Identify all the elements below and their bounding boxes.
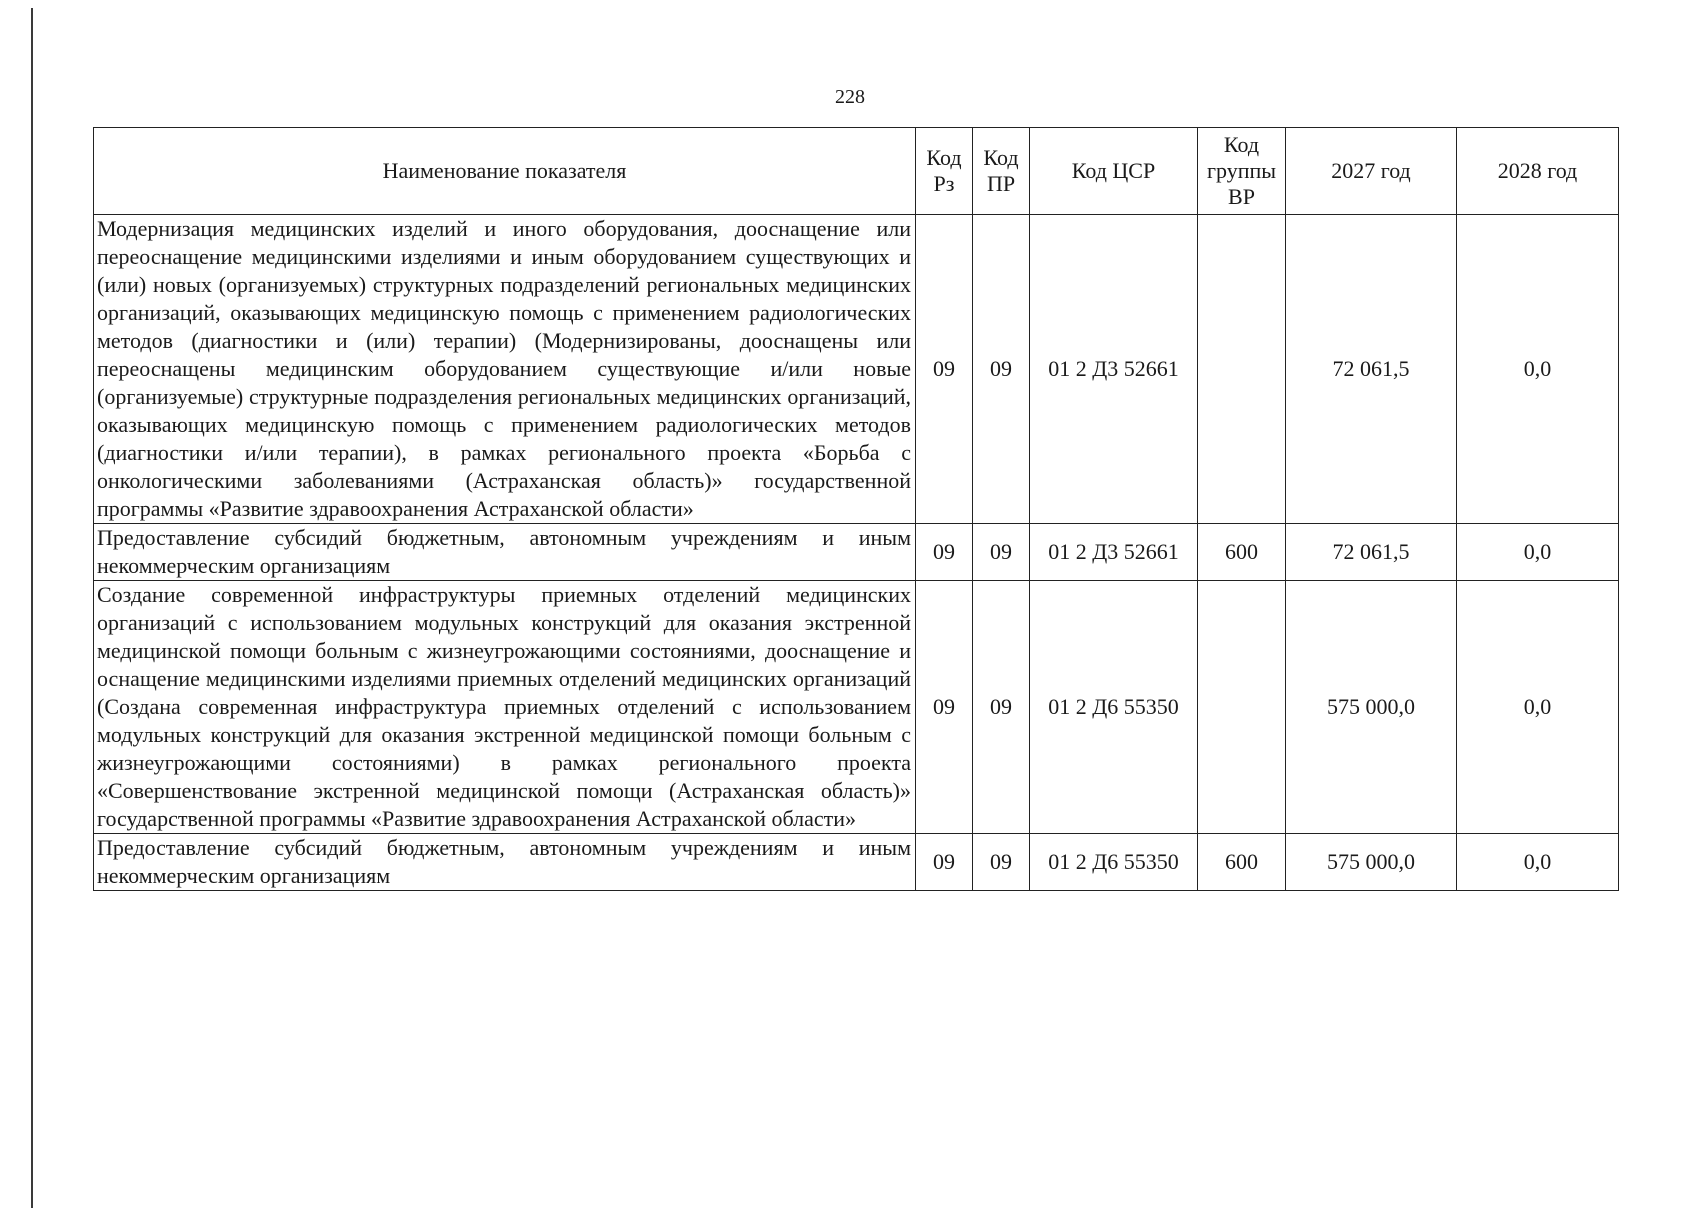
budget-table	[93, 127, 1619, 891]
header-rz: Код Рз	[916, 128, 973, 215]
row-vr: 600	[1198, 834, 1286, 891]
row-csr: 01 2 Д3 52661	[1030, 524, 1198, 581]
row-csr: 01 2 Д3 52661	[1030, 215, 1198, 524]
row-vr: 600	[1198, 524, 1286, 581]
header-2027: 2027 год	[1286, 128, 1457, 215]
header-name: Наименование показателя	[94, 128, 916, 215]
row-2028: 0,0	[1457, 215, 1619, 524]
row-2027: 575 000,0	[1286, 581, 1457, 834]
row-pr: 09	[973, 524, 1030, 581]
page-binding-line	[31, 8, 33, 1208]
header-vr: Код группы ВР	[1198, 128, 1286, 215]
header-pr: Код ПР	[973, 128, 1030, 215]
row-2027: 72 061,5	[1286, 215, 1457, 524]
row-2027: 575 000,0	[1286, 834, 1457, 891]
row-rz: 09	[916, 834, 973, 891]
table-row	[94, 581, 1619, 834]
row-2027: 72 061,5	[1286, 524, 1457, 581]
row-name: Модернизация медицинских изделий и иного оборудования, дооснащение или переоснащение медицинскими изделиями и иным оборудованием существующих и (или) новых (организуемых) структурных подразделений региональных медицинских организаций, оказывающих медицинскую помощь с применением радиологических методов (диагностики и (или) терапии) (Модернизированы, дооснащены или переоснащены медицинским оборудованием существующие и/или новые (организуемые) структурные подразделения региональных медицинских организаций, оказывающих медицинскую помощь с применением радиологических методов (диагностики и/или терапии), в рамках регионального проекта «Борьба с онкологическими заболеваниями (Астраханская область)» государственной программы «Развитие здравоохранения Астраханской области»	[94, 215, 916, 524]
row-rz: 09	[916, 524, 973, 581]
header-csr: Код ЦСР	[1030, 128, 1198, 215]
header-2028: 2028 год	[1457, 128, 1619, 215]
page-number: 228	[835, 86, 865, 108]
row-vr	[1198, 581, 1286, 834]
row-name: Предоставление субсидий бюджетным, автономным учреждениям и иным некоммерческим организациям	[94, 524, 916, 581]
row-2028: 0,0	[1457, 524, 1619, 581]
row-name: Создание современной инфраструктуры приемных отделений медицинских организаций с использованием модульных конструкций для оказания экстренной медицинской помощи больным с жизнеугрожающими состояниями, дооснащение и оснащение медицинскими изделиями приемных отделений медицинских организаций (Создана современная инфраструктура приемных отделений с использованием модульных конструкций для оказания экстренной медицинской помощи больным с жизнеугрожающими состояниями) в рамках регионального проекта «Совершенствование экстренной медицинской помощи (Астраханская область)» государственной программы «Развитие здравоохранения Астраханской области»	[94, 581, 916, 834]
row-csr: 01 2 Д6 55350	[1030, 581, 1198, 834]
table-row	[94, 215, 1619, 524]
row-2028: 0,0	[1457, 834, 1619, 891]
row-rz: 09	[916, 215, 973, 524]
row-pr: 09	[973, 581, 1030, 834]
row-pr: 09	[973, 834, 1030, 891]
row-vr	[1198, 215, 1286, 524]
row-name: Предоставление субсидий бюджетным, автономным учреждениям и иным некоммерческим организациям	[94, 834, 916, 891]
row-pr: 09	[973, 215, 1030, 524]
table-header-row	[94, 128, 1619, 215]
row-2028: 0,0	[1457, 581, 1619, 834]
table-row	[94, 834, 1619, 891]
table-row	[94, 524, 1619, 581]
row-rz: 09	[916, 581, 973, 834]
row-csr: 01 2 Д6 55350	[1030, 834, 1198, 891]
